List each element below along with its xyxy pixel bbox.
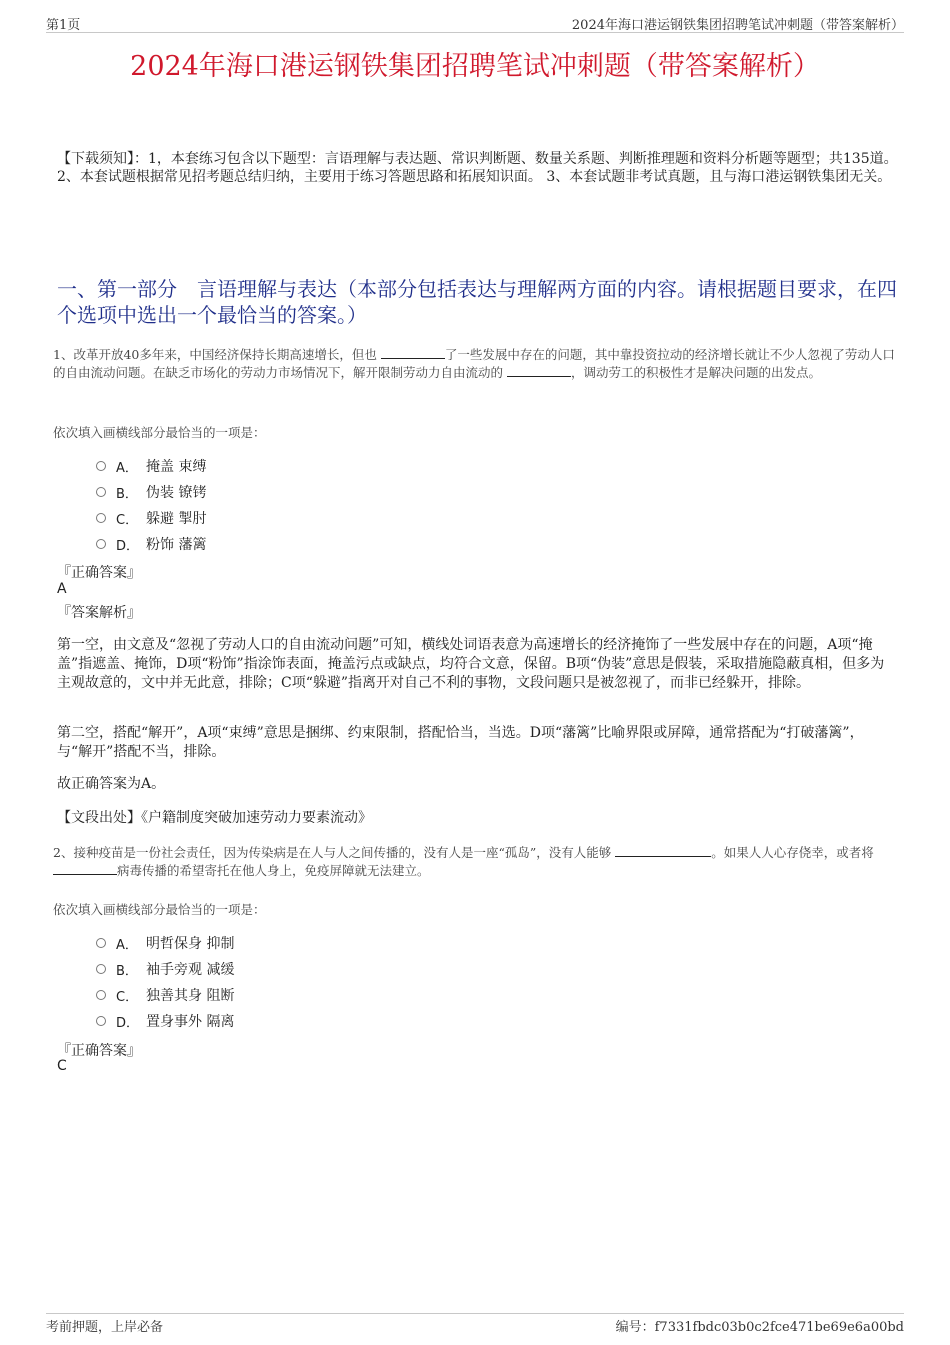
footer-slogan: 考前押题，上岸必备	[46, 1320, 164, 1335]
correct-answer-label: 『正确答案』	[57, 565, 141, 581]
radio-icon[interactable]	[96, 461, 106, 471]
radio-icon[interactable]	[96, 1016, 106, 1026]
analysis-conclusion: 故正确答案为A。	[57, 776, 166, 792]
option-c[interactable]: C． 独善其身 阻断	[96, 982, 234, 1008]
question-1-prompt: 依次填入画横线部分最恰当的一项是：	[53, 425, 266, 440]
fill-blank	[53, 862, 117, 875]
option-c[interactable]: C． 躲避 掣肘	[96, 505, 206, 531]
fill-blank	[507, 364, 571, 377]
correct-answer: C	[57, 1058, 67, 1074]
footer-serial: 编号：f7331fbdc03b0c2fce471be69e6a00bd	[615, 1320, 904, 1335]
download-notice: 【下载须知】：1，本套练习包含以下题型：言语理解与表达题、常识判断题、数量关系题、判断推理题和资料分析题等题型；共135道。 2、本套试题根据常见招考题总结归纳，主要用于练习答题思路和拓展知识面。 3、本套试题非考试真题，且与海口港运钢铁集团无关。	[57, 151, 898, 185]
question-1-stem-part3: ，调动劳工的积极性才是解决问题的出发点。	[570, 365, 821, 380]
question-1-stem-part1: 1、改革开放40多年来，中国经济保持长期高速增长，但也	[53, 347, 381, 362]
option-b[interactable]: B． 伪装 镣铐	[96, 479, 206, 505]
page-footer	[46, 1313, 904, 1335]
option-d[interactable]: D． 粉饰 藩篱	[96, 531, 206, 557]
analysis-paragraph-1: 第一空，由文意及“忽视了劳动人口的自由流动问题”可知，横线处词语表意为高速增长的经济掩饰了一些发展中存在的问题，A项“掩盖”指遮盖、掩饰，D项“粉饰”指涂饰表面，掩盖污点或缺点，均符合文意，保留。B项“伪装”意思是假装，采取措施隐蔽真相，但多为主观故意的，文中并无此意，排除；C项“躲避”指离开对自己不利的事物，文段问题只是被忽视了，而非已经躲开，排除。	[57, 637, 885, 691]
radio-icon[interactable]	[96, 938, 106, 948]
page-header	[46, 14, 904, 33]
correct-answer-label: 『正确答案』	[57, 1043, 141, 1059]
radio-icon[interactable]	[96, 539, 106, 549]
question-2-stem	[53, 844, 899, 880]
fill-blank	[615, 844, 711, 857]
radio-icon[interactable]	[96, 990, 106, 1000]
analysis-paragraph-2: 第二空，搭配“解开”，A项“束缚”意思是捆绑、约束限制，搭配恰当，当选。D项“藩篱”比喻界限或屏障，通常搭配为“打破藩篱”，与“解开”搭配不当，排除。	[57, 725, 864, 760]
document-title: 2024年海口港运钢铁集团招聘笔试冲刺题（带答案解析）	[130, 51, 820, 82]
option-d[interactable]: D． 置身事外 隔离	[96, 1008, 234, 1034]
option-a[interactable]: A． 明哲保身 抑制	[96, 930, 234, 956]
header-doc-title: 2024年海口港运钢铁集团招聘笔试冲刺题（带答案解析）	[571, 18, 904, 33]
radio-icon[interactable]	[96, 513, 106, 523]
page-number: 第1页	[46, 18, 81, 33]
option-b[interactable]: B． 袖手旁观 减缓	[96, 956, 234, 982]
analysis-label: 『答案解析』	[57, 605, 141, 621]
source-note: 【文段出处】《户籍制度突破加速劳动力要素流动》	[57, 810, 372, 826]
fill-blank	[381, 346, 445, 359]
question-2-stem-part1: 2、接种疫苗是一份社会责任，因为传染病是在人与人之间传播的，没有人是一座“孤岛”，没有人能够	[53, 845, 616, 860]
section-heading: 一、第一部分 言语理解与表达（本部分包括表达与理解两方面的内容。请根据题目要求，在四个选项中选出一个最恰当的答案。）	[57, 277, 897, 327]
correct-answer: A	[57, 581, 67, 597]
question-1-stem-part2: 了一些发展中存在的问题，其中靠投资拉动的经济增长就让不少人忽视了劳动人口的自由流动问题。在缺乏市场化的劳动力市场情况下，解开限制劳动力自由流动的	[53, 347, 895, 380]
radio-icon[interactable]	[96, 487, 106, 497]
question-2-prompt: 依次填入画横线部分最恰当的一项是：	[53, 902, 266, 917]
question-2-options	[96, 930, 234, 1034]
radio-icon[interactable]	[96, 964, 106, 974]
question-1-options	[96, 453, 206, 557]
option-a[interactable]: A． 掩盖 束缚	[96, 453, 206, 479]
question-1-stem	[53, 346, 899, 382]
question-2-stem-part2: 。如果人人心存侥幸，或者将	[711, 845, 874, 860]
question-2-stem-part3: 病毒传播的希望寄托在他人身上，免疫屏障就无法建立。	[117, 863, 430, 878]
